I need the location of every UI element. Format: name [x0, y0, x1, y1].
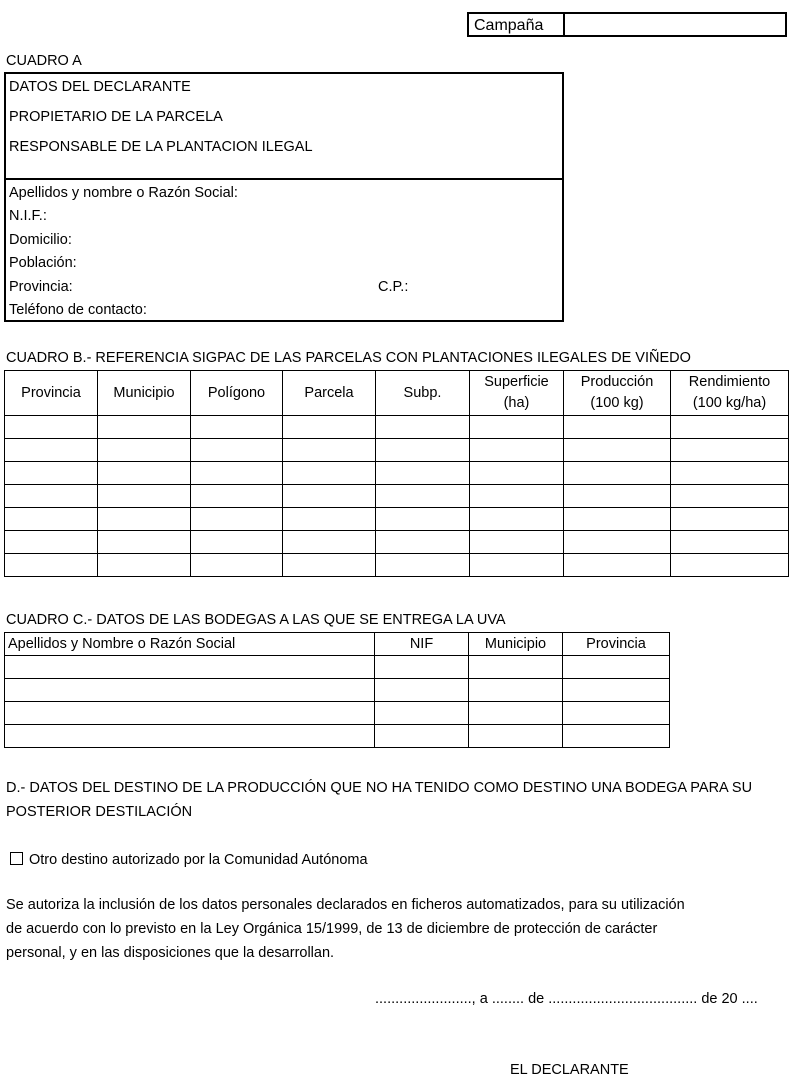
table-cell[interactable]	[375, 656, 469, 679]
table-cell[interactable]	[564, 554, 671, 577]
table-row	[5, 702, 670, 725]
table-cell[interactable]	[376, 508, 470, 531]
table-cell[interactable]	[98, 508, 191, 531]
table-cell[interactable]	[469, 679, 563, 702]
col-header: Parcela	[283, 371, 376, 416]
declarante-label: EL DECLARANTE	[510, 1062, 629, 1078]
cuadro-b-table	[4, 370, 789, 577]
table-cell[interactable]	[376, 531, 470, 554]
table-cell[interactable]	[98, 554, 191, 577]
table-cell[interactable]	[469, 702, 563, 725]
table-cell[interactable]	[563, 679, 670, 702]
cuadro-a-title: CUADRO A	[6, 53, 82, 69]
table-row	[5, 554, 789, 577]
table-cell[interactable]	[671, 554, 789, 577]
table-cell[interactable]	[375, 725, 469, 748]
table-cell[interactable]	[5, 702, 375, 725]
table-cell[interactable]	[5, 439, 98, 462]
table-cell[interactable]	[469, 725, 563, 748]
table-cell[interactable]	[563, 656, 670, 679]
table-cell[interactable]	[470, 531, 564, 554]
section-d-title	[6, 776, 752, 824]
field-provincia[interactable]: Provincia:	[9, 279, 73, 295]
table-cell[interactable]	[470, 439, 564, 462]
col-header: NIF	[375, 633, 469, 656]
table-row	[5, 679, 670, 702]
table-cell[interactable]	[5, 531, 98, 554]
table-row	[5, 508, 789, 531]
table-cell[interactable]	[283, 508, 376, 531]
section-d-title-line1: D.- DATOS DEL DESTINO DE LA PRODUCCIÓN QUE NO HA TENIDO COMO DESTINO UNA BODEGA PARA SU	[6, 780, 753, 796]
table-cell[interactable]	[191, 462, 283, 485]
col-header: Provincia	[5, 371, 98, 416]
cuadro-a-header	[6, 74, 562, 180]
header-datos-declarante: DATOS DEL DECLARANTE	[9, 79, 191, 95]
table-cell[interactable]	[5, 462, 98, 485]
table-cell[interactable]	[375, 679, 469, 702]
table-cell[interactable]	[191, 508, 283, 531]
table-cell[interactable]	[5, 656, 375, 679]
header-propietario: PROPIETARIO DE LA PARCELA	[9, 109, 223, 125]
field-telefono[interactable]: Teléfono de contacto:	[9, 302, 147, 318]
col-header: Municipio	[469, 633, 563, 656]
table-cell[interactable]	[5, 554, 98, 577]
table-cell[interactable]	[470, 485, 564, 508]
table-cell[interactable]	[375, 702, 469, 725]
table-cell[interactable]	[376, 439, 470, 462]
table-cell[interactable]	[283, 485, 376, 508]
table-cell[interactable]	[5, 679, 375, 702]
table-cell[interactable]	[671, 508, 789, 531]
table-row	[5, 462, 789, 485]
otro-destino-label: Otro destino autorizado por la Comunidad Autónoma	[29, 852, 368, 868]
table-cell[interactable]	[470, 508, 564, 531]
table-cell[interactable]	[671, 416, 789, 439]
table-row	[5, 485, 789, 508]
cuadro-a-box	[4, 72, 564, 322]
section-d-title-line2: POSTERIOR DESTILACIÓN	[6, 804, 193, 820]
consent-line: personal, y en las disposiciones que la desarrollan.	[6, 945, 335, 961]
campana-label: Campaña	[469, 14, 565, 35]
table-cell[interactable]	[469, 656, 563, 679]
table-cell[interactable]	[98, 485, 191, 508]
cuadro-c-header-row	[5, 633, 670, 656]
col-header: Producción (100 kg)	[564, 371, 671, 416]
table-cell[interactable]	[5, 416, 98, 439]
field-domicilio[interactable]: Domicilio:	[9, 232, 72, 248]
table-cell[interactable]	[98, 439, 191, 462]
table-cell[interactable]	[98, 462, 191, 485]
table-cell[interactable]	[5, 725, 375, 748]
otro-destino-option[interactable]	[10, 848, 368, 872]
table-row	[5, 439, 789, 462]
table-row	[5, 416, 789, 439]
col-header: Superficie (ha)	[470, 371, 564, 416]
consent-line: Se autoriza la inclusión de los datos personales declarados en ficheros automatizados, para su utilización	[6, 897, 685, 913]
table-cell[interactable]	[671, 485, 789, 508]
table-row	[5, 531, 789, 554]
table-cell[interactable]	[564, 485, 671, 508]
table-cell[interactable]	[283, 416, 376, 439]
table-cell[interactable]	[671, 531, 789, 554]
date-line[interactable]: ........................, a ........ de ..................................... de 20 ....	[375, 991, 758, 1007]
table-cell[interactable]	[98, 416, 191, 439]
table-cell[interactable]	[191, 416, 283, 439]
consent-paragraph	[6, 893, 685, 965]
cuadro-c-title: CUADRO C.- DATOS DE LAS BODEGAS A LAS QUE SE ENTREGA LA UVA	[6, 612, 506, 628]
col-header: Municipio	[98, 371, 191, 416]
table-cell[interactable]	[283, 439, 376, 462]
table-cell[interactable]	[283, 462, 376, 485]
table-row	[5, 725, 670, 748]
cuadro-b-header-row	[5, 371, 789, 416]
consent-line: de acuerdo con lo previsto en la Ley Orgánica 15/1999, de 13 de diciembre de protección de carácter	[6, 921, 658, 937]
col-header: Rendimiento (100 kg/ha)	[671, 371, 789, 416]
table-cell[interactable]	[671, 462, 789, 485]
col-header: Polígono	[191, 371, 283, 416]
cuadro-b-body	[5, 416, 789, 577]
table-cell[interactable]	[564, 462, 671, 485]
table-cell[interactable]	[563, 702, 670, 725]
table-cell[interactable]	[671, 439, 789, 462]
table-cell[interactable]	[191, 554, 283, 577]
table-cell[interactable]	[470, 554, 564, 577]
table-cell[interactable]	[563, 725, 670, 748]
table-cell[interactable]	[564, 439, 671, 462]
cuadro-c-body	[5, 656, 670, 748]
table-cell[interactable]	[191, 531, 283, 554]
table-cell[interactable]	[5, 485, 98, 508]
col-header: Provincia	[563, 633, 670, 656]
table-cell[interactable]	[283, 531, 376, 554]
table-cell[interactable]	[376, 554, 470, 577]
table-row	[5, 656, 670, 679]
otro-destino-checkbox[interactable]	[10, 852, 23, 865]
table-cell[interactable]	[376, 485, 470, 508]
table-cell[interactable]	[564, 531, 671, 554]
field-nif[interactable]: N.I.F.:	[9, 208, 47, 224]
field-nombre[interactable]: Apellidos y nombre o Razón Social:	[9, 185, 238, 201]
header-responsable: RESPONSABLE DE LA PLANTACION ILEGAL	[9, 139, 313, 155]
cuadro-c-table	[4, 632, 670, 748]
field-poblacion[interactable]: Población:	[9, 255, 77, 271]
field-cp[interactable]: C.P.:	[378, 279, 409, 295]
table-cell[interactable]	[564, 416, 671, 439]
table-cell[interactable]	[470, 416, 564, 439]
table-cell[interactable]	[564, 508, 671, 531]
campana-field	[467, 12, 787, 37]
table-cell[interactable]	[470, 462, 564, 485]
campana-input[interactable]	[565, 14, 785, 35]
col-header: Apellidos y Nombre o Razón Social	[5, 633, 375, 656]
table-cell[interactable]	[376, 462, 470, 485]
table-cell[interactable]	[5, 508, 98, 531]
table-cell[interactable]	[376, 416, 470, 439]
cuadro-b-title: CUADRO B.- REFERENCIA SIGPAC DE LAS PARCELAS CON PLANTACIONES ILEGALES DE VIÑEDO	[6, 350, 691, 366]
table-cell[interactable]	[191, 439, 283, 462]
table-cell[interactable]	[283, 554, 376, 577]
table-cell[interactable]	[191, 485, 283, 508]
table-cell[interactable]	[98, 531, 191, 554]
col-header: Subp.	[376, 371, 470, 416]
